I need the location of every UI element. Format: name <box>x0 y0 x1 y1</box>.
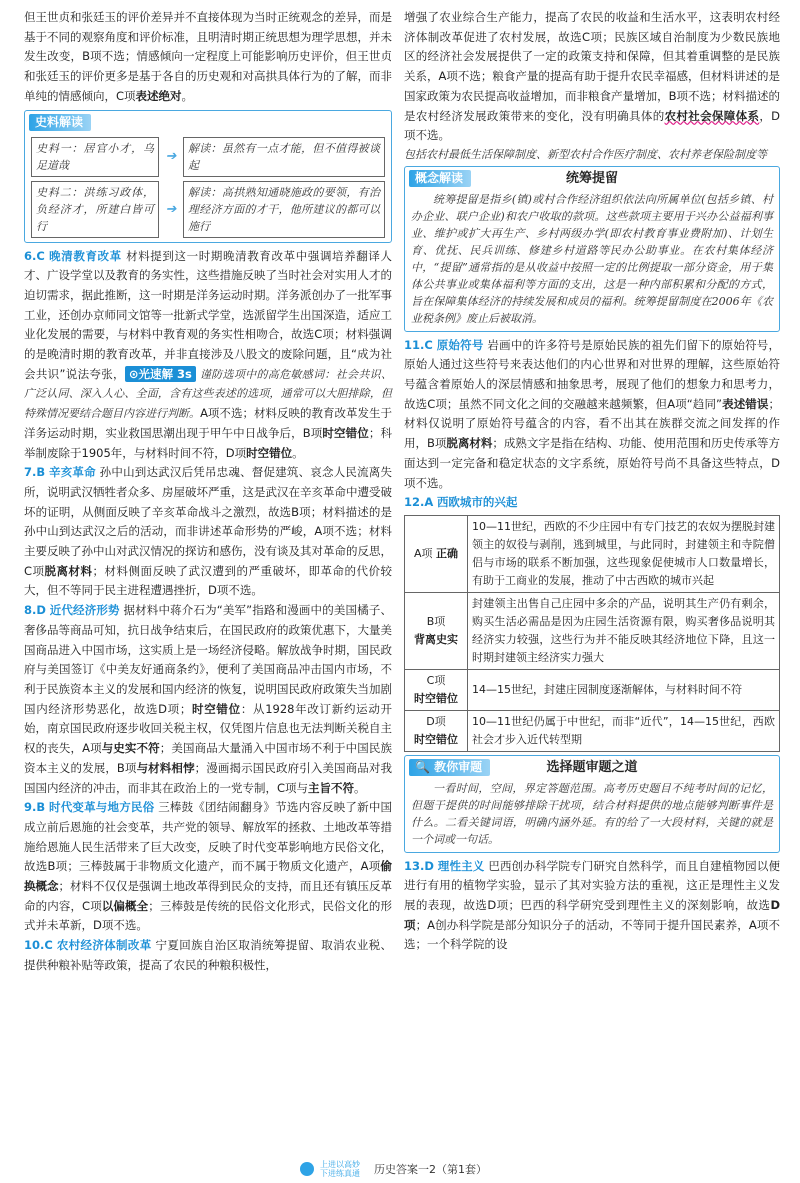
table-row <box>405 669 780 710</box>
speed-solve-label: 光速解 <box>138 366 173 381</box>
speed-solve-badge: ⊙光速解 3s <box>125 366 196 382</box>
q7-text-b: ；材料侧面反映了武汉遭到的严重破坏，即革命的代价较大，但不等同于民主进程遭遇挫折，D项不选。 <box>24 563 393 598</box>
row-head <box>405 669 468 710</box>
q10-number: 10.C <box>24 938 53 953</box>
row-head <box>405 710 468 751</box>
q12-analysis-table <box>404 515 780 752</box>
q8-topic: 近代经济形势 <box>49 603 120 618</box>
source-row-2 <box>31 181 385 238</box>
source-2-text: 史料二：洪练习政体，负经济才，所建白皆可行 <box>31 181 159 238</box>
q10-note: 包括农村最低生活保障制度、新型农村合作医疗制度、农村养老保险制度等 <box>404 147 767 161</box>
row-option: C项 <box>426 673 446 687</box>
q7-error-c: 脱离材料 <box>44 563 93 578</box>
q6-text-b: A项不选；材料反映的教育改革发生于洋务运动时期，实业救国思潮出现于甲午中日战争后，B项 <box>24 406 392 440</box>
left-column <box>24 8 392 976</box>
row-verdict: 正确 <box>436 546 459 560</box>
q6-text-c: ；科举制废除于1905年，与材料时间不符，D项 <box>24 425 393 460</box>
source-row-1 <box>31 137 385 177</box>
q11-number: 11.C <box>404 337 433 352</box>
table-row <box>405 710 780 751</box>
tip-title: 选择题审题之道 <box>546 759 638 775</box>
q9-text-b: ；材料不仅仅是强调土地改革得到民众的支持，而且还有镇压反革命的内容，C项 <box>24 879 392 913</box>
source-2-analysis: 解读：高拱熟知通晓施政的要领，有治理经济方面的才干，他所建议的都可以施行 <box>183 181 385 238</box>
q9-text-a: 三棒鼓《团结闹翻身》节选内容反映了新中国成立前后恩施的社会变革，共产党的领导、解放军的拯救、土地改革等措施给恩施人民生活带来了巨大改变，反映了时代变革影响地方民俗文化，故选B项；三棒鼓属于非物质文化遗产，而不属于物质文化遗产，A项 <box>24 800 393 874</box>
q13-number: 13.D <box>404 858 434 873</box>
row-verdict: 时空错位 <box>414 691 458 705</box>
q6-error-d: 时空错位 <box>246 445 293 460</box>
q10-topic: 农村经济体制改革 <box>56 938 152 953</box>
q6-text-a: 材料提到这一时期晚清教育改革中强调培养翻译人才、广设学堂以及教育的务实性，这些措施反映了当时社会对实用人才的迫切需求，据此推断，这一时期是洋务运动时期。洋务派创办了一批军事工业，还创办京师同文馆等一批新式学堂，选派留学生出国深造，适应工业化发展的需要，与材料中教育观的务实性相吻合，故选C项；材料强调的是晚清时期的教育改革，并非直接涉及八股文的废除问题，且“成为社会共识”说法夸张， <box>24 248 393 381</box>
q6-end: 。 <box>292 445 304 460</box>
source-1-text: 史料一：居官小才，乌足道哉 <box>31 137 159 177</box>
q5-tail <box>24 8 392 107</box>
q9-error-1: 偷换概念 <box>24 859 392 894</box>
row-content: 10—11世纪，西欧的不少庄园中有专门技艺的农奴为摆脱封建领主的奴役与剥削，逃到城里，与此同时，封建领主和寺院僧侣与市场的联系不断加强，这些现象促使城市人口数量增长，有助于工商业的发展，推动了中古西欧的城市兴起 <box>468 515 780 592</box>
brand-logo-icon <box>300 1162 314 1176</box>
q9-text-c: ；三棒鼓是传统的民俗文化形式，民俗文化的形式并未革新，D项不选。 <box>24 898 393 933</box>
row-content: 10—11世纪仍属于中世纪，而非“近代”，14—15世纪，西欧社会才步入近代转型期 <box>468 710 780 751</box>
q12-number: 12.A <box>404 495 434 510</box>
q8-error-2: 与史实不符 <box>101 741 160 756</box>
source-analysis-box <box>24 110 392 243</box>
table-row <box>405 515 780 592</box>
q7-number: 7.B <box>24 465 46 480</box>
row-option: A项 <box>413 546 433 560</box>
q10-text-b: 增强了农业综合生产能力，提高了农民的收益和生活水平，这表明农村经济体制改革促进了农村发展，故选C项；民族区域自治制度为少数民族地区的经济社会发展提供了一定的政策支持和保障，但其着重调整的是民族关系，A项不选；粮食产量的提高有助于提升农民幸福感，但材料讲述的是国家政策为农民提高收益增加，而非粮食产量增加，B项不选；材料描述的是农村经济发展政策带来的变化，没有明确具体的 <box>404 10 780 123</box>
right-column <box>404 8 780 955</box>
source-analysis-title: 史料解读 <box>29 114 91 131</box>
q13-text-b: ；A创办科学院是部分知识分子的活动，不等同于提升国民素养，A项不选；一个科学院的设 <box>404 917 780 952</box>
q8-error-3: 与材料相悖 <box>136 760 195 775</box>
arrow-right-icon: ➔ <box>165 201 177 217</box>
q8-end: 。 <box>354 780 366 795</box>
q9-error-2: 以偏概全 <box>101 898 149 913</box>
q7-text-a: 孙中山到达武汉后凭吊忠魂、督促建筑、哀念人民流离失所，说明武汉牺牲者众多、房屋破坏严重，这是武汉在辛亥革命中遭受破坏的证明，从侧面反映了辛亥革命战斗之激烈，故选B项；材料描述的是孙中山到达武汉之后的活动，而非讲述革命形势的严峻，A项不选；材料主要反映了孙中山对武汉情况的探访和感伤，没有谈及其对革命的反思，C项 <box>24 465 393 578</box>
q8-number: 8.D <box>24 603 46 618</box>
row-content: 14—15世纪，封建庄园制度逐渐解体，与材料时间不符 <box>468 669 780 710</box>
page-footer <box>300 1160 487 1178</box>
footer-brand: 上进以高妙 下进练真通 <box>320 1160 360 1178</box>
q9-number: 9.B <box>24 800 46 815</box>
q7-topic: 辛亥革命 <box>49 465 96 480</box>
concept-box <box>404 166 780 332</box>
q7 <box>24 463 392 601</box>
q12-heading <box>404 493 780 513</box>
q6-hint: 谨防选项中的高危敏感词：社会共识、广泛认同、深入人心、全面，含有这些表述的选项，通常可以大胆排除，但特殊情况要结合题目内容进行判断。 <box>24 367 393 421</box>
q8-error-4: 主旨不符 <box>308 780 355 795</box>
q8-text-a: 据材料中蒋介石为“美军”指路和漫画中的美国橘子、奢侈品等商品可知，抗日战争结束后，在国民政府的政策优惠下，大量美国商品进入中国市场，这实质上是一场经济侵略。解放战争时期，国民政府与美国签订《中美友好通商条约》，便利了美国商品冲击国内市场，不利于民族资本主义的发展和国内经济的恢复，说明国民政府政策失当加剧国内经济形势恶化，故选D项； <box>24 603 392 716</box>
q11-text-c: ；成熟文字是指在结构、功能、使用范围和历史传承等方面达到一定完备和稳定状态的文字系统，原始符号尚不具备这些特点，D项不选。 <box>404 436 781 490</box>
q10-text-c: ，D项不选。 <box>404 108 781 143</box>
source-1-analysis: 解读：虽然有一点才能，但不值得被谈起 <box>183 137 385 177</box>
tip-label-text: 教你审题 <box>434 759 483 774</box>
concept-body: 统筹提留是指乡(镇)或村合作经济组织依法向所属单位(包括乡镇、村办企业、联户企业)和农户收取的款项。这些款项主要用于兴办公益福利事业、维护或扩大再生产、乡村两级办学(即农村教育事业费附加)、计划生育、优抚、民兵训练、修建乡村道路等民办公助事业。在农村集体经济中，“提留”通常指的是从收益中按照一定的比例提取一部分资金，用于集体公共事业或集体福利等方面的支出，这是一种内部积累和分配的方式，旨在保障集体经济的持续发展和成员的福利。统筹提留制度在2006年《农业税条例》废止后被取消。 <box>411 192 773 325</box>
q13 <box>404 857 780 956</box>
speed-solve-time: 3s <box>177 366 192 381</box>
q8-error-1: 时空错位 <box>191 701 241 716</box>
q8-text-d: ；漫画揭示国民政府引入美国商品对我国国内经济的冲击，而非其在政治上的一党专制，C项与 <box>24 760 393 795</box>
row-head <box>405 592 468 669</box>
q10-start <box>24 936 392 975</box>
row-content: 封建领主出售自己庄园中多余的产品，说明其生产仍有剩余，购买生活必需品是因为庄园生活资源有限，购买奢侈品说明其经济实力较强，这些行为并不能反映其经济地位下降，且这一时期封建领主经济实力强大 <box>468 592 780 669</box>
q11-error-2: 脱离材料 <box>446 436 493 451</box>
concept-title: 统筹提留 <box>565 170 618 186</box>
q5-error-type: 表述绝对 <box>135 88 182 103</box>
q6 <box>24 247 392 464</box>
q11 <box>404 336 780 494</box>
row-option: D项 <box>426 714 446 728</box>
q13-text-a: 巴西创办科学院专门研究自然科学，而且自建植物园以便进行有用的植物学实验，显示了其对实验方法的重视，这正是理性主义发展的表现，故选D项；巴西的科学研究受到理性主义的深刻影响，故选 <box>404 858 781 913</box>
q6-number: 6.C <box>24 248 45 263</box>
q10-cont <box>404 8 780 146</box>
q13-answer: D项 <box>404 898 780 932</box>
tip-label: 🔍 教你审题 <box>409 759 490 776</box>
q10-text-a: 宁夏回族自治区取消统筹提留、取消农业税、提供种粮补贴等政策，提高了农民的种粮积极性， <box>24 938 393 972</box>
row-verdict: 背离史实 <box>414 632 458 646</box>
q5-end: 。 <box>181 88 194 103</box>
table-row <box>405 592 780 669</box>
q8 <box>24 601 392 798</box>
q8-text-c: ；美国商品大量涌入中国市场不利于中国民族资本主义的发展，B项 <box>24 741 393 775</box>
q11-text-b: ；材料仅说明了原始符号蕴含的内容，看不出其在族群交流之间发挥的作用，B项 <box>404 396 780 451</box>
row-option: B项 <box>426 614 446 628</box>
q12-topic: 西欧城市的兴起 <box>436 495 518 510</box>
q10-keyword: 农村社会保障体系 <box>664 108 760 123</box>
q5-text: 但王世贞和张廷玉的评价差异并不直接体现为当时正统观念的差异，而是基于不同的观察角度和评价标准，且明清时期正统思想为理学思想，并未发生改变，B项不选；情感倾向一定程度上可能影响历史评价，但王世贞和张廷玉的评价更多是基于各自的历史观和对高拱具体行为的了解，而非单纯的情感倾向，C项 <box>24 10 392 103</box>
row-head <box>405 515 468 592</box>
q9 <box>24 798 392 936</box>
arrow-right-icon: ➔ <box>165 149 177 165</box>
row-verdict: 时空错位 <box>414 732 458 746</box>
tip-body: 一看时间，空间，界定答题范围。高考历史题目不纯考时间的记忆，但题干提供的时间能够排除干扰项，结合材料提供的地点能够判断事件是什么。二看关键词语，明确内涵外延。有的给了一大段材料，关键的就是一个词或一句话。 <box>411 781 773 846</box>
footer-page-label: 历史答案一2（第1套） <box>374 1163 487 1176</box>
q9-topic: 时代变革与地方民俗 <box>49 800 155 815</box>
q8-text-b: ：从1928年改订新约运动开始，南京国民政府逐步收回关税主权，仅凭图片信息也无法判断关税自主权的丧失，A项 <box>24 701 393 756</box>
q13-topic: 理性主义 <box>437 858 485 873</box>
concept-label: 概念解读 <box>409 170 471 187</box>
q11-topic: 原始符号 <box>436 337 484 352</box>
q11-error-1: 表述错误 <box>722 396 769 411</box>
tip-box <box>404 755 780 853</box>
q11-text-a: 岩画中的许多符号是原始民族的祖先们留下的原始符号，原始人通过这些符号来表达他们的内心世界和对世界的理解，这些原始符号蕴含着原始人的深层情感和抽象思考，展现了他们的想象力和思考力，故选C项；虽然不同文化之间的交融越来越频繁，但A项“趋同” <box>404 337 781 411</box>
q6-error-b: 时空错位 <box>322 425 369 440</box>
q6-topic: 晚清教育改革 <box>49 248 122 263</box>
